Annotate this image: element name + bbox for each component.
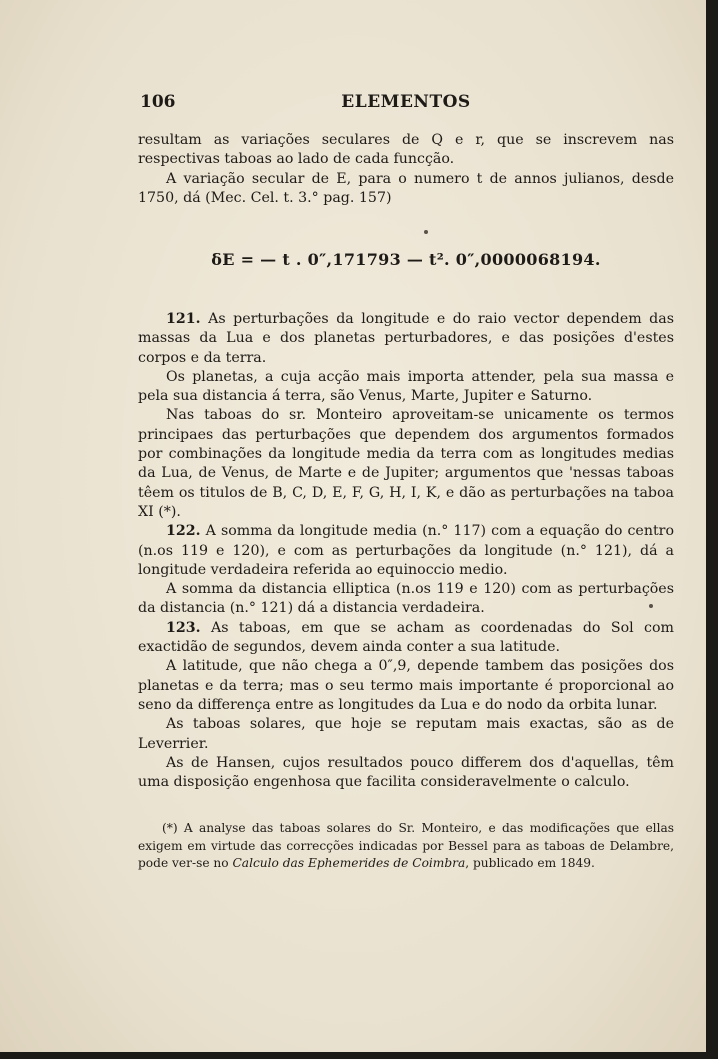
intro-text [138, 131, 674, 208]
section-121 [138, 310, 674, 792]
footnote [138, 820, 674, 873]
paragraph: As de Hansen, cujos resultados pouco differem dos d'aquellas, têm uma disposição engenhosa que facilita consideravelmente o calculo. [138, 754, 674, 791]
paragraph: Os planetas, a cuja acção mais importa attender, pela sua massa e pela sua distancia á terra, são Venus, Marte, Jupiter e Saturno. [138, 368, 674, 405]
paragraph [138, 310, 674, 368]
footnote-text [138, 820, 674, 873]
section-number: 121. [166, 311, 201, 327]
paragraph: Nas taboas do sr. Monteiro aproveitam-se unicamente os termos principaes das perturbações que dependem dos argumentos formados por combinações da longitude media da terra com as longitudes medias da Lua, de Venus, de Marte e de Jupiter; argumentos que 'nessas taboas têem os titulos de B, C, D, E, F, G, H, I, K, e dão as perturbações na taboa XI (*). [138, 407, 674, 520]
paragraph [138, 522, 674, 580]
footnote-body: A analyse das taboas solares do Sr. Monteiro, e das modificações que ellas exigem em virtude das correcções indicadas por Bessel para as taboas de Delambre, pode ver-se no [138, 821, 675, 870]
paragraph-text: As taboas, em que se acham as coordenadas do Sol com exactidão de segundos, devem ainda conter a sua latitude. [138, 619, 674, 656]
paragraph [138, 619, 674, 658]
paragraph-text: As perturbações da longitude e do raio vector dependem das massas da Lua e dos planetas perturbadores, e das posições d'estes corpos e da terra. [138, 311, 674, 366]
footnote-book-title: Calculo das Ephemerides de Coimbra [232, 856, 466, 870]
paragraph: As taboas solares, que hoje se reputam mais exactas, são as de Leverrier. [138, 716, 674, 752]
footnote-mark: (*) [162, 821, 178, 835]
section-number: 123. [166, 619, 201, 636]
running-title: ELEMENTOS [341, 92, 471, 112]
paragraph: A latitude, que não chega a 0″,9, depende tambem das posições dos planetas e da terra; mas o seu termo mais importante é proporcional ao seno da differença entre as longitudes da Lua e do nodo da orbita lunar. [138, 658, 674, 713]
scan-border [706, 0, 718, 1059]
page-number: 106 [140, 92, 176, 112]
paragraph: resultam as variações seculares de Q e r, que se inscrevem nas respectivas taboas ao lado de cada funcção. [138, 132, 674, 168]
paragraph: A variação secular de E, para o numero t de annos julianos, desde 1750, dá (Mec. Cel. t. 3.° pag. 157) [138, 170, 674, 206]
running-header [138, 92, 674, 116]
ink-speck [649, 604, 653, 608]
footnote-tail: , publicado em 1849. [465, 856, 595, 870]
equation: δE = — t . 0″,171793 — t². 0″,0000068194. [211, 250, 601, 269]
ink-speck [424, 230, 428, 234]
section-number: 122. [166, 523, 201, 540]
paragraph-text: A somma da longitude media (n.° 117) com a equação do centro (n.os 119 e 120), e com as perturbações da longitude (n.° 121), dá a longitude verdadeira referida ao equinoccio medio. [138, 523, 674, 578]
paragraph: A somma da distancia elliptica (n.os 119 e 120) com as perturbações da distancia (n.° 121) dá a distancia verdadeira. [138, 581, 674, 617]
